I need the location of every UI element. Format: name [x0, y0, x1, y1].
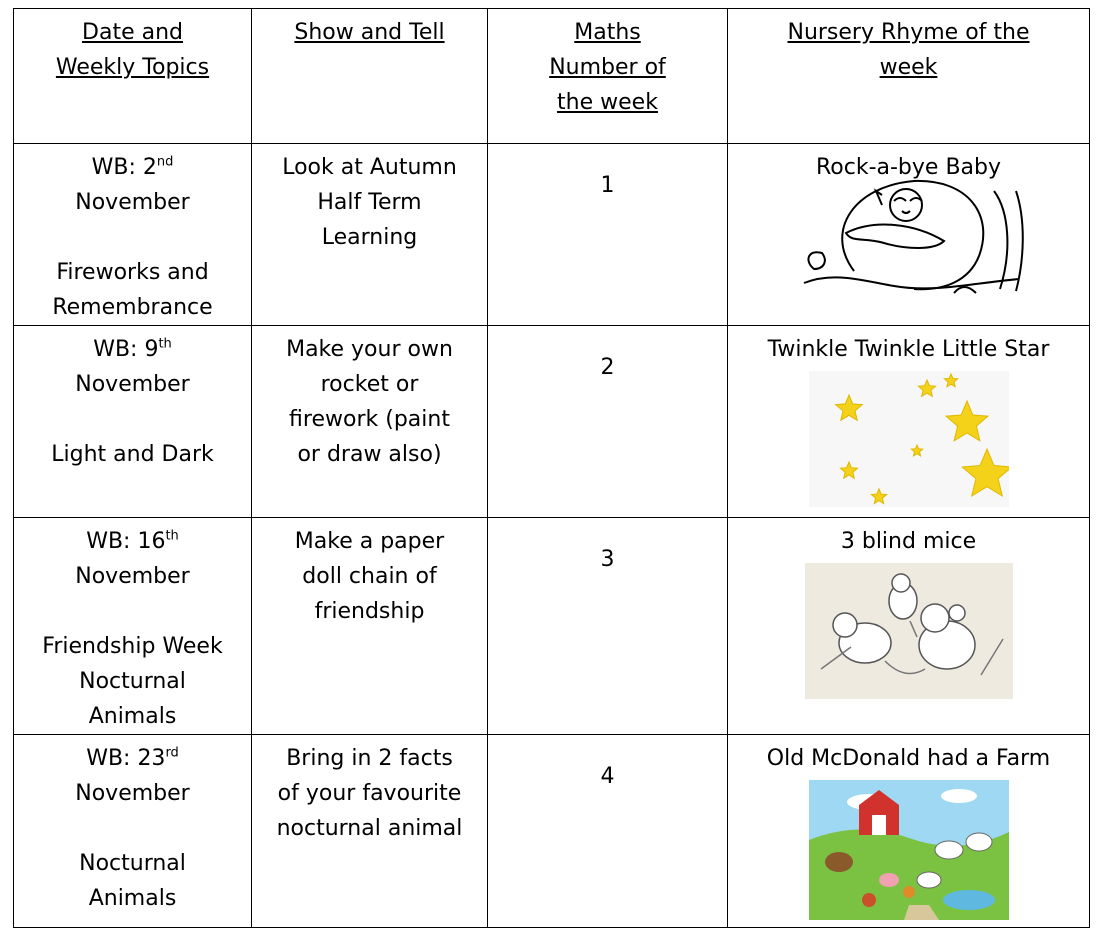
maths-number: 4 [600, 764, 615, 789]
stars-illustration [809, 371, 1009, 507]
show-line: Bring in 2 facts [286, 746, 453, 771]
show-line: nocturnal animal [276, 816, 463, 841]
show-line: or draw also) [297, 442, 442, 467]
header-line: Maths [574, 20, 641, 45]
rhyme-title: Rock-a-bye Baby [815, 155, 1002, 180]
show-line: doll chain of [302, 564, 437, 589]
blind-mice-illustration [805, 563, 1013, 699]
week-beginning: WB: 2nd [91, 154, 174, 180]
header-nursery-rhyme [728, 9, 1090, 144]
header-date-topics [14, 9, 252, 144]
month: November [75, 564, 190, 589]
rhyme-title: Twinkle Twinkle Little Star [767, 337, 1050, 362]
header-line: Weekly Topics [55, 55, 210, 80]
maths-number-cell [488, 518, 728, 735]
maths-number: 2 [600, 355, 615, 380]
rhyme-cell [728, 326, 1090, 518]
rhyme-title: 3 blind mice [840, 529, 977, 554]
show-line: of your favourite [277, 781, 462, 806]
rhyme-title: Old McDonald had a Farm [766, 746, 1051, 771]
header-line: week [879, 55, 938, 80]
topic-line: Nocturnal [79, 669, 186, 694]
table-row [14, 144, 1090, 326]
header-show-and-tell [252, 9, 488, 144]
show-line: Look at Autumn [282, 155, 457, 180]
maths-number: 3 [600, 547, 615, 572]
maths-number: 1 [600, 173, 615, 198]
maths-number-cell [488, 735, 728, 928]
header-line: Nursery Rhyme of the [787, 20, 1030, 45]
topic-line: Animals [88, 886, 177, 911]
show-and-tell-cell [252, 518, 488, 735]
week-beginning: WB: 9th [93, 336, 172, 362]
show-and-tell-cell [252, 144, 488, 326]
date-topic-cell [14, 326, 252, 518]
show-line: friendship [314, 599, 425, 624]
maths-number-cell [488, 326, 728, 518]
show-line: Half Term [317, 190, 422, 215]
header-row [14, 9, 1090, 144]
table-row [14, 326, 1090, 518]
show-line: rocket or [320, 372, 419, 397]
month: November [75, 781, 190, 806]
header-line: the week [557, 90, 658, 115]
rhyme-cell [728, 735, 1090, 928]
topic-line: Light and Dark [51, 442, 214, 467]
topic-line: Nocturnal [79, 851, 186, 876]
topic-line: Animals [88, 704, 177, 729]
show-line: firework (paint [289, 407, 450, 432]
baby-in-cradle-drawing [794, 171, 1024, 296]
show-line: Learning [321, 225, 418, 250]
maths-number-cell [488, 144, 728, 326]
rhyme-cell [728, 144, 1090, 326]
show-and-tell-cell [252, 326, 488, 518]
header-line: Show and Tell [294, 20, 445, 45]
topic-line: Fireworks and [56, 260, 209, 285]
rhyme-cell [728, 518, 1090, 735]
show-line: Make a paper [294, 529, 445, 554]
table-row [14, 518, 1090, 735]
table-row [14, 735, 1090, 928]
date-topic-cell [14, 735, 252, 928]
header-line: Number of [549, 55, 666, 80]
month: November [75, 372, 190, 397]
topic-line: Friendship Week [42, 634, 223, 659]
date-topic-cell [14, 518, 252, 735]
farm-illustration [809, 780, 1009, 920]
topic-line: Remembrance [52, 295, 213, 320]
date-topic-cell [14, 144, 252, 326]
header-maths-number [488, 9, 728, 144]
show-line: Make your own [286, 337, 453, 362]
weekly-plan-table [13, 8, 1090, 928]
week-beginning: WB: 23rd [86, 745, 179, 771]
week-beginning: WB: 16th [86, 528, 179, 554]
month: November [75, 190, 190, 215]
show-and-tell-cell [252, 735, 488, 928]
header-line: Date and [82, 20, 183, 45]
